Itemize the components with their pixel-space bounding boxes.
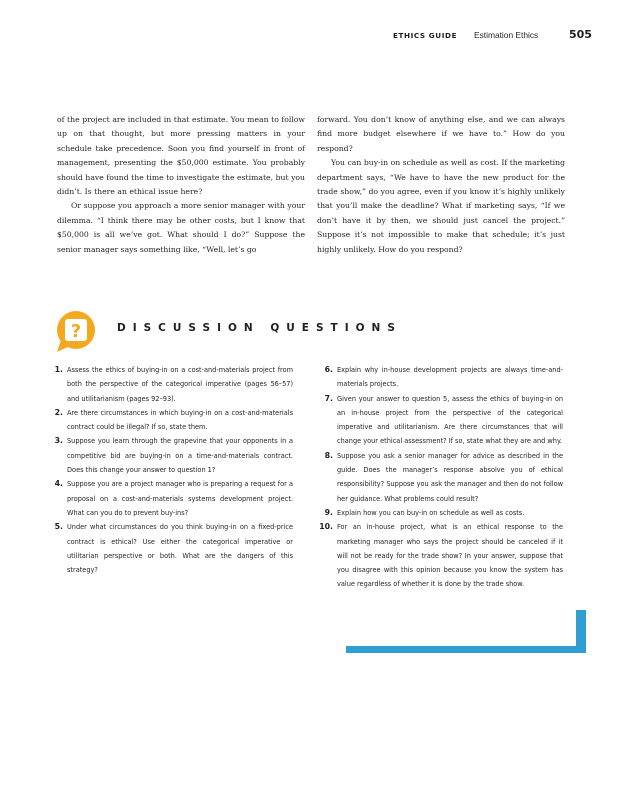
question-item (48, 477, 293, 520)
question-text: Are there circumstances in which buying-in on a cost-and-materials contract could be illegal? If so, state them. (67, 407, 293, 432)
question-item (48, 406, 293, 435)
body-paragraph: You can buy-in on schedule as well as cost. If the marketing department says, “We have to have the new product for the trade show,” do you agree, even if you know it’s highly unlikely that you’ll make the deadline? What if marketing says, “If we don’t have it by then, we should just cancel the project.” Suppose it’s not impossible to make that schedule; it’s just highly unlikely. How do you respond? (317, 158, 565, 254)
question-number: 10. (319, 522, 333, 532)
question-number: 6. (324, 365, 333, 374)
question-mark-glyph: ? (70, 321, 82, 342)
question-text: Suppose you ask a senior manager for advice as described in the guide. Does the manager’s response absolve you of ethical responsibility? Suppose you ask the manager and then do not follow her guidance. What problems could result? (337, 450, 563, 503)
question-item (48, 520, 293, 577)
body-column-left (57, 113, 305, 257)
question-item (318, 520, 563, 591)
question-text: Suppose you are a project manager who is preparing a request for a proposal on a cost-and-materials systems development project. What can you do to prevent buy-ins? (67, 479, 293, 517)
question-text: Assess the ethics of buying-in on a cost-and-materials project from both the perspective of the categorical imperative (pages 56–57) and utilitarianism (pages 92–93). (67, 365, 293, 403)
questions-column-left (48, 363, 293, 577)
question-text: For an in-house project, what is an ethical response to the marketing manager who says the project should be canceled if it will not be ready for the trade show? In your answer, suppose that you disagree with this opinion because you know the system has value regardless of whether it is done by the trade show. (337, 522, 563, 589)
header-subtitle: Estimation Ethics (474, 30, 539, 40)
question-text: Under what circumstances do you think buying-in on a fixed-price contract is ethical? Use either the categorical imperative or utilitarian perspective or both. What are the dangers of this strategy? (67, 522, 293, 575)
running-header (0, 30, 625, 44)
page-number: 505 (569, 28, 592, 41)
decorative-bracket-horizontal (346, 646, 586, 653)
question-text: Explain why in-house development projects are always time-and-materials projects. (337, 365, 563, 389)
discussion-questions-title: DISCUSSION QUESTIONS (117, 322, 402, 334)
question-item (48, 434, 293, 477)
body-paragraph: Or suppose you approach a more senior manager with your dilemma. “I think there may be other costs, but I know that $50,000 is all we’ve got. What should I do?” Suppose the senior manager says something like, “Well, let’s go (57, 201, 305, 254)
question-number: 5. (54, 522, 63, 532)
question-item (48, 363, 293, 406)
question-item (318, 449, 563, 506)
question-number: 7. (324, 393, 333, 403)
question-item (318, 392, 563, 449)
question-number: 4. (54, 479, 63, 489)
body-paragraph: forward. You don’t know of anything else, and we can always find more budget elsewhere if we have to.” How do you respond? (317, 115, 565, 153)
question-text: Given your answer to question 5, assess the ethics of buying-in on an in-house project from the perspective of the categorical imperative and utilitarianism. Are there circumstances that will change your ethical assessment? If so, state what they are and why. (337, 393, 563, 446)
questions-column-right (318, 363, 563, 592)
question-number: 8. (324, 450, 333, 460)
question-item (318, 506, 563, 520)
question-number: 9. (324, 507, 333, 517)
body-column-right (317, 113, 565, 257)
question-number: 1. (54, 365, 63, 374)
body-paragraph: of the project are included in that estimate. You mean to follow up on that thought, but more pressing matters in your schedule take precedence. Soon you find yourself in front of management, presenting the $50,000 estimate. You probably should have found the time to investigate the estimate, but you didn’t. Is there an ethical issue here? (57, 115, 305, 197)
question-number: 3. (54, 436, 63, 446)
question-bubble-icon (54, 309, 98, 353)
header-guide-label: ETHICS GUIDE (393, 31, 458, 40)
question-text: Suppose you learn through the grapevine that your opponents in a competitive bid are buying-in on a time-and-materials contract. Does this change your answer to question 1? (67, 436, 293, 475)
question-number: 2. (54, 407, 63, 417)
question-item (318, 363, 563, 392)
question-text: Explain how you can buy-in on schedule as well as costs. (337, 507, 525, 517)
